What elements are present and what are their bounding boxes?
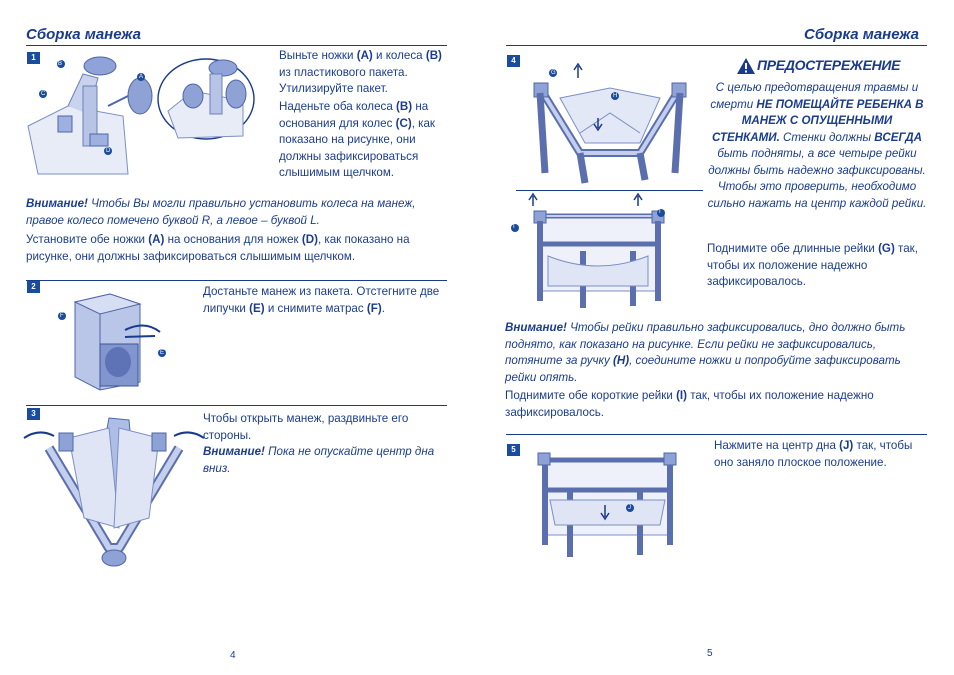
step-1-illustration (28, 56, 268, 176)
label-i-left: I (513, 224, 515, 230)
step-2-text: Достаньте манеж из пакета. Отстегните две липучки (E) и снимите матрас (F). (203, 285, 440, 315)
step-4-text-1: Поднимите обе длинные рейки (G) так, чтобы их положение надежно зафиксировалось. (707, 242, 918, 288)
step-5-badge: 5 (507, 444, 520, 456)
step-4-note: Внимание! Чтобы рейки правильно зафиксировались, дно должно быть поднято, как показано на рисунке. Если рейки не зафиксировались, потяните за ручку (H), соедините ножки и попробуйте зафиксировать рейки опять. (505, 321, 906, 384)
warning-triangle-icon (736, 57, 756, 75)
right-page-number: 5 (707, 648, 713, 659)
step-1-text-3: Установите обе ножки (A) на основания для ножек (D), как показано на рисунке, они должны зафиксироваться слышимым щелчком. (26, 233, 410, 263)
step-4-text-2: Поднимите обе короткие рейки (I) так, чтобы их положение надежно зафиксировалось. (505, 389, 874, 419)
step-4-inner-rule (516, 190, 703, 191)
right-title-rule (506, 45, 927, 46)
step-3-text: Чтобы открыть манеж, раздвиньте его стороны. Внимание! Пока не опускайте центр дна вниз. (203, 412, 435, 475)
label-c: C (41, 91, 46, 97)
left-page-number: 4 (230, 650, 236, 661)
step-5-illustration (520, 445, 700, 565)
label-j: J (628, 505, 631, 511)
step-4-illustration-top (520, 58, 700, 188)
label-g: G (551, 70, 556, 76)
step-3-rule (26, 405, 447, 406)
step-2-illustration (55, 292, 175, 392)
step-4-illustration-bottom (508, 196, 688, 311)
label-b: B (58, 61, 63, 67)
left-page-title: Сборка манежа (26, 26, 141, 43)
label-i-right: I (659, 209, 661, 215)
label-a: A (139, 74, 144, 80)
label-d: D (106, 148, 111, 154)
step-1-text-1: Выньте ножки (A) и колеса (B) из пластикового пакета. Утилизируйте пакет. (279, 49, 442, 95)
step-1-text-2: Наденьте оба колеса (B) на основания для колес (C), как показано на рисунке, они должны зафиксироваться слышимым щелчком. (279, 100, 436, 179)
warning-text: С целью предотвращения травмы и смерти НЕ ПОМЕЩАЙТЕ РЕБЕНКА В МАНЕЖ С ОПУЩЕННЫМИ СТЕНКАМИ. Стенки должны ВСЕГДА быть подняты, а все четыре рейки должны быть надежно зафиксированы. Чтобы это проверить, необходимо сильно нажать на центр каждой рейки. (707, 81, 927, 210)
step-3-badge: 3 (27, 408, 40, 420)
step-1-note: Внимание! Чтобы Вы могли правильно установить колеса на манеж, правое колесо помечено буквой R, а левое – буквой L. (26, 197, 416, 227)
step-5-text: Нажмите на центр дна (J) так, чтобы оно заняло плоское положение. (714, 439, 913, 469)
left-title-rule (26, 45, 447, 46)
step-1-badge: 1 (27, 52, 40, 64)
step-2-badge: 2 (27, 281, 40, 293)
label-f: F (60, 313, 64, 319)
warning-heading: ПРЕДОСТЕРЕЖЕНИЕ (757, 57, 901, 73)
right-page-title: Сборка манежа (804, 26, 919, 43)
label-e: E (160, 350, 165, 356)
label-h: H (613, 93, 618, 99)
step-4-badge: 4 (507, 55, 520, 67)
step-3-illustration (24, 408, 204, 573)
step-5-rule (506, 434, 927, 435)
step-2-rule (26, 280, 447, 281)
